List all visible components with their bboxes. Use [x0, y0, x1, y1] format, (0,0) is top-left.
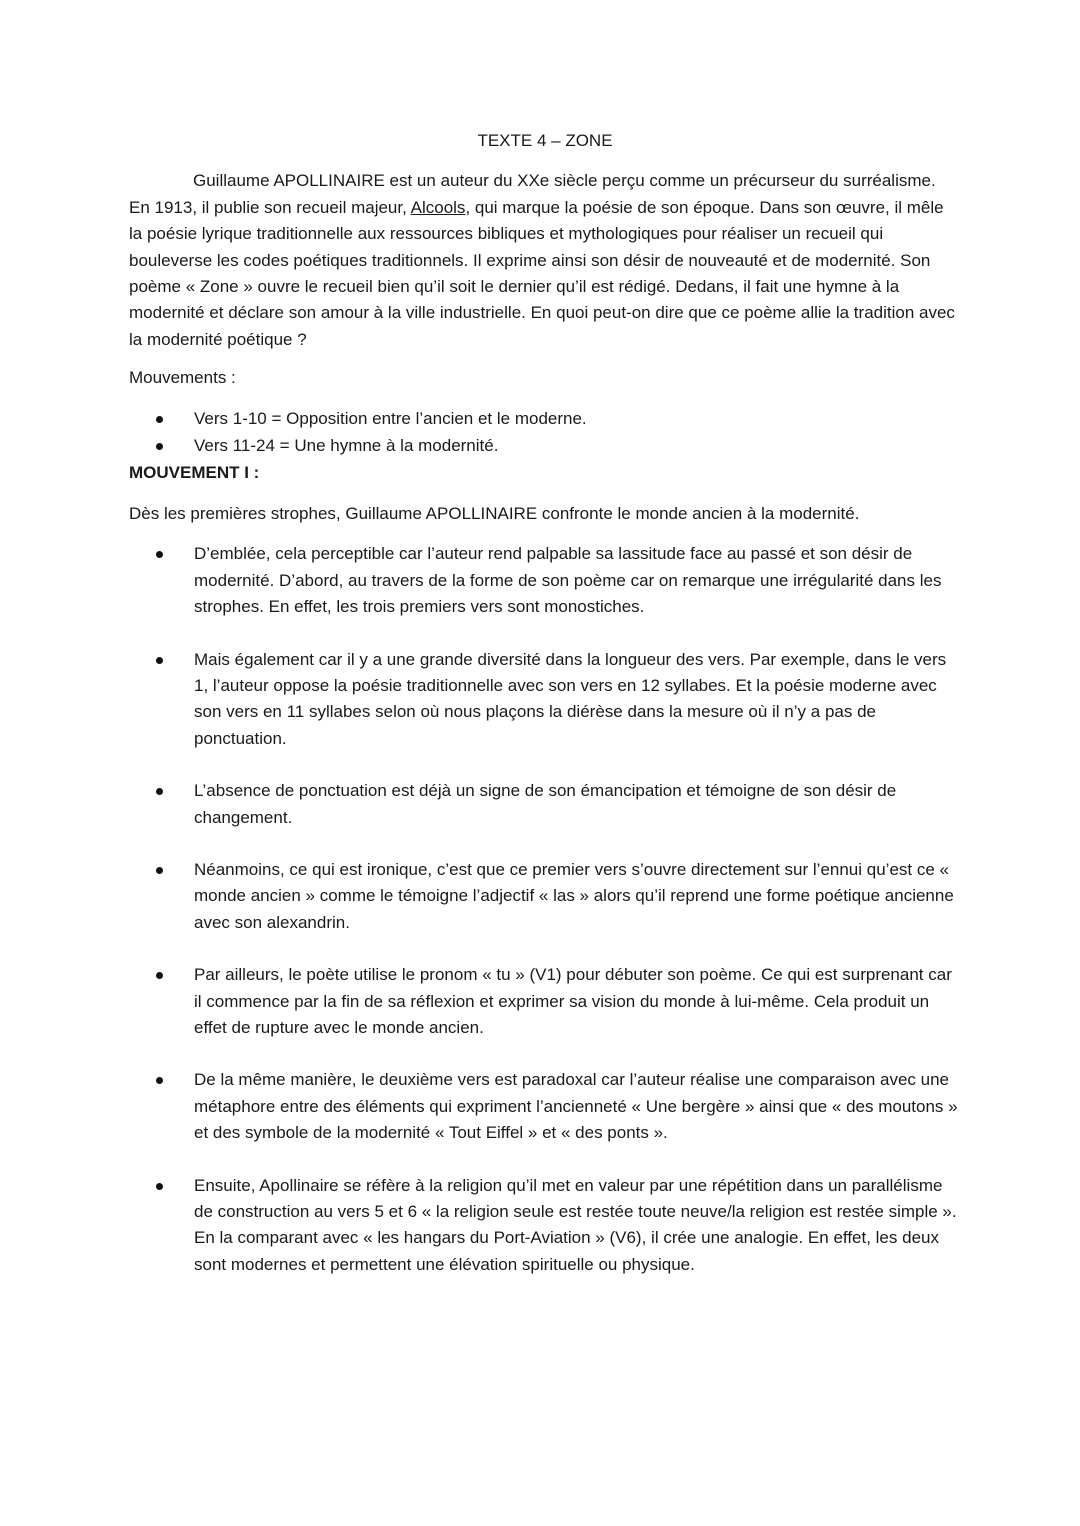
list-item-text: D’emblée, cela perceptible car l’auteur rend palpable sa lassitude face au passé et son désir de modernité. D’abord, au travers de la forme de son poème car on remarque une irrégularité dans les strophes. En effet, les trois premiers vers sont monostiches. — [194, 544, 942, 617]
list-item-text: Vers 11-24 = Une hymne à la modernité. — [194, 436, 499, 456]
section-intro: Dès les premières strophes, Guillaume APOLLINAIRE confronte le monde ancien à la modernité. — [129, 503, 860, 523]
list-item-text: Néanmoins, ce qui est ironique, c’est que ce premier vers s’ouvre directement sur l’ennui qu’est ce « monde ancien » comme le témoigne l’adjectif « las » alors qu’il reprend une forme poétique ancienne avec son alexandrin. — [194, 859, 954, 932]
list-item — [129, 857, 961, 936]
mouvements-label: Mouvements : — [129, 368, 236, 388]
book-title-alcools: Alcools — [410, 197, 466, 217]
list-item — [129, 1067, 961, 1146]
intro-text-end: , qui marque la poésie de son époque. Dans son œuvre, il mêle la poésie lyrique traditionnelle aux ressources bibliques et mythologiques pour réaliser un recueil qui bouleverse les codes poétiques traditionnels. Il exprime ainsi son désir de nouveauté et de modernité. Son poème « Zone » ouvre le recueil bien qu’il soit le dernier qu’il est rédigé. Dedans, il fait une hymne à la modernité et déclare son amour à la ville industrielle. En quoi peut-on dire que ce poème allie la tradition avec la modernité poétique ? — [129, 197, 955, 349]
document-title: TEXTE 4 – ZONE — [477, 131, 613, 150]
list-item — [129, 778, 961, 831]
list-item-text: L’absence de ponctuation est déjà un signe de son émancipation et témoigne de son désir de changement. — [194, 781, 897, 827]
mouvements-list — [129, 406, 961, 460]
bullet-icon — [156, 788, 163, 795]
list-item-text: Vers 1-10 = Opposition entre l’ancien et le moderne. — [194, 408, 587, 428]
bullet-icon — [156, 972, 163, 979]
analysis-list — [129, 541, 961, 1278]
section-heading: MOUVEMENT I : — [129, 463, 260, 483]
bullet-icon — [156, 551, 163, 558]
list-item-text: Mais également car il y a une grande diversité dans la longueur des vers. Par exemple, dans le vers 1, l’auteur oppose la poésie traditionnelle avec son vers en 12 syllabes. Et la poésie moderne avec son vers en 11 syllabes selon où nous plaçons la diérèse dans la mesure où il n’y a pas de ponctuation. — [194, 649, 947, 748]
list-item — [129, 1173, 961, 1279]
bullet-icon — [156, 657, 163, 664]
list-item-text: De la même manière, le deuxième vers est paradoxal car l’auteur réalise une comparaison avec une métaphore entre des éléments qui expriment l’ancienneté « Une bergère » ainsi que « des moutons » et des symbole de la modernité « Tout Eiffel » et « des ponts ». — [194, 1070, 958, 1143]
document-page — [129, 128, 961, 1278]
list-item — [129, 541, 961, 620]
bullet-icon — [156, 867, 163, 874]
intro-text-start: Guillaume APOLLINAIRE est un auteur du XXe siècle perçu comme un précurseur du surréalisme. En 1913, il publie son recueil majeur, — [129, 171, 936, 217]
bullet-icon — [156, 1077, 163, 1084]
list-item — [129, 647, 961, 753]
list-item — [129, 433, 961, 459]
intro-paragraph — [129, 168, 961, 353]
list-item-text: Ensuite, Apollinaire se réfère à la religion qu’il met en valeur par une répétition dans un parallélisme de construction au vers 5 et 6 « la religion seule est restée toute neuve/la religion est restée simple ». En la comparant avec « les hangars du Port-Aviation » (V6), il crée une analogie. En effet, les deux sont modernes et permettent une élévation spirituelle ou physique. — [194, 1175, 957, 1274]
bullet-icon — [156, 416, 163, 423]
list-item — [129, 406, 961, 432]
bullet-icon — [156, 1183, 163, 1190]
bullet-icon — [156, 443, 163, 450]
list-item — [129, 962, 961, 1041]
list-item-text: Par ailleurs, le poète utilise le pronom « tu » (V1) pour débuter son poème. Ce qui est surprenant car il commence par la fin de sa réflexion et exprimer sa vision du monde à lui-même. Cela produit un effet de rupture avec le monde ancien. — [194, 965, 952, 1037]
